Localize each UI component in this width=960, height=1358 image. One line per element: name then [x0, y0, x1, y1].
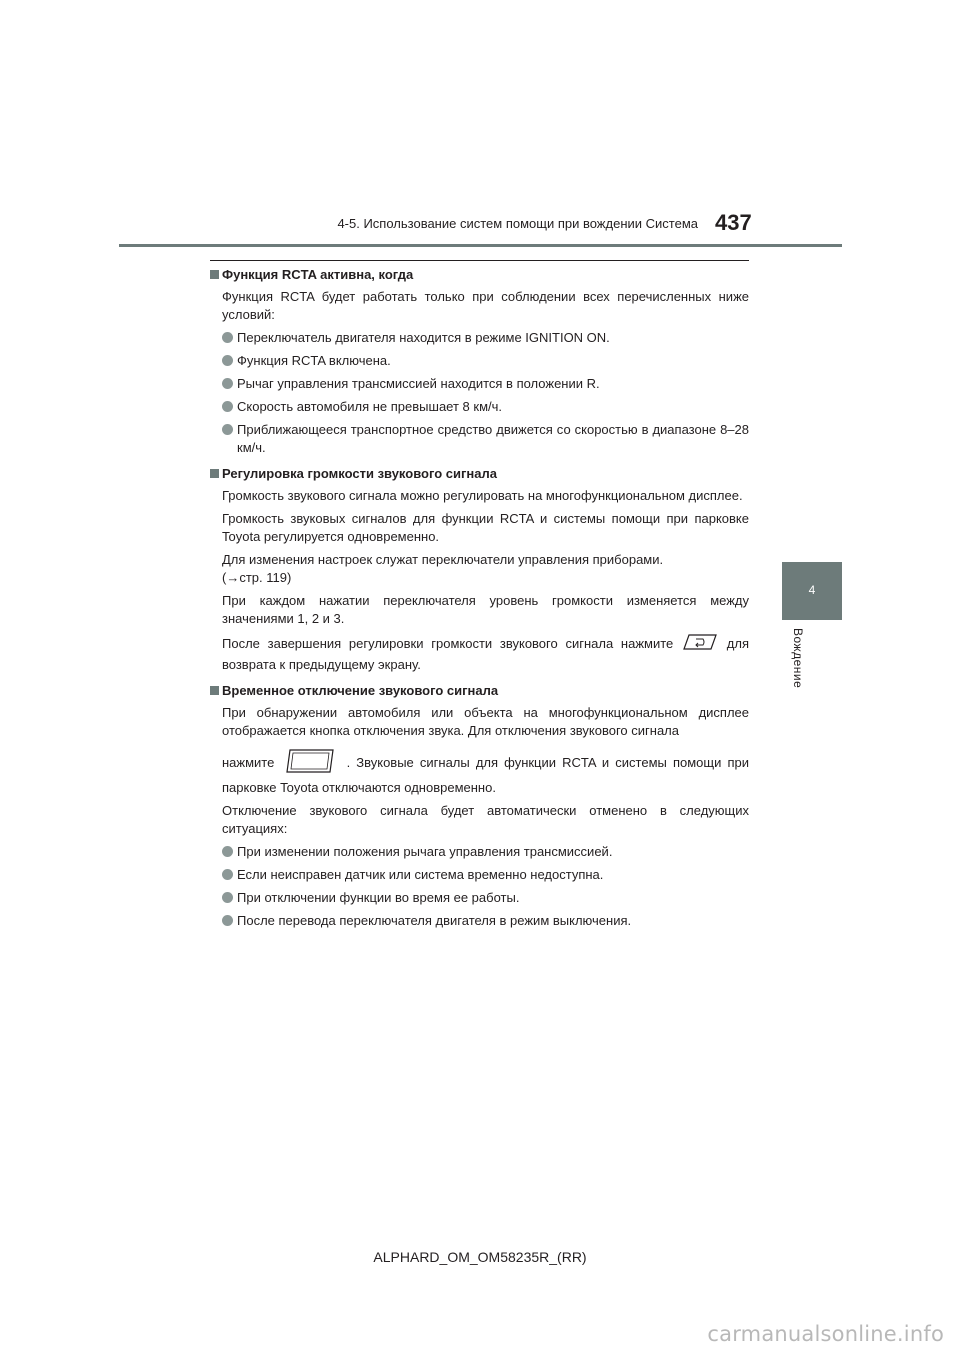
list-item: Функция RCTA включена.	[222, 352, 749, 370]
paragraph: Функция RCTA будет работать только при соблюдении всех перечисленных ниже условий:	[222, 289, 749, 322]
heading-volume-adjust: Регулировка громкости звукового сигнала	[210, 465, 749, 483]
paragraph: нажмите . Звуковые сигналы для функции RCTA и системы помощи при парковке Toyota отключаются одновременно.	[222, 748, 749, 797]
bullet-icon	[222, 424, 233, 435]
back-button-icon	[681, 633, 719, 656]
bullet-icon	[222, 915, 233, 926]
list-item: Если неисправен датчик или система временно недоступна.	[222, 866, 749, 884]
list-item: Скорость автомобиля не превышает 8 км/ч.	[222, 398, 749, 416]
bullet-icon	[222, 892, 233, 903]
list-item: После перевода переключателя двигателя в режим выключения.	[222, 912, 749, 930]
paragraph: Громкость звукового сигнала можно регулировать на многофункциональном дисплее.	[222, 488, 743, 503]
main-content	[210, 266, 749, 935]
page-number: 437	[715, 210, 752, 235]
bullet-icon	[222, 869, 233, 880]
bullet-icon	[222, 355, 233, 366]
bullet-icon	[222, 378, 233, 389]
watermark: carmanualsonline.info	[707, 1322, 944, 1346]
chapter-label: Вождение	[791, 628, 805, 689]
paragraph: Для изменения настроек служат переключатели управления приборами. (→стр. 119)	[222, 552, 664, 585]
list-item: Переключатель двигателя находится в режиме IGNITION ON.	[222, 329, 749, 347]
header-rule	[119, 244, 842, 247]
bullet-icon	[222, 332, 233, 343]
mute-button-icon	[284, 748, 336, 779]
paragraph: При каждом нажатии переключателя уровень громкости изменяется между значениями 1, 2 и 3.	[222, 593, 749, 626]
list-item: При отключении функции во время ее работы.	[222, 889, 749, 907]
bullet-icon	[222, 846, 233, 857]
paragraph: Громкость звуковых сигналов для функции RCTA и системы помощи при парковке Toyota регулируется одновременно.	[222, 511, 749, 544]
document-code: ALPHARD_OM_OM58235R_(RR)	[373, 1249, 587, 1265]
heading-rcta-active: Функция RCTA активна, когда	[210, 266, 749, 284]
paragraph: После завершения регулировки громкости звукового сигнала нажмите для возврата к предыдущему экрану.	[222, 633, 749, 674]
list-item: Приближающееся транспортное средство движется со скоростью в диапазоне 8–28 км/ч.	[222, 421, 749, 457]
paragraph: Отключение звукового сигнала будет автоматически отменено в следующих ситуациях:	[222, 803, 749, 836]
chapter-tab: 4	[782, 562, 842, 620]
section-rule	[210, 260, 749, 261]
section-title: 4-5. Использование систем помощи при вождении Система	[337, 216, 698, 231]
list-item: Рычаг управления трансмиссией находится в положении R.	[222, 375, 749, 393]
paragraph: При обнаружении автомобиля или объекта на многофункциональном дисплее отображается кнопка отключения звука. Для отключения звукового сигнала	[222, 705, 749, 738]
heading-temporary-mute: Временное отключение звукового сигнала	[210, 682, 749, 700]
list-item: При изменении положения рычага управления трансмиссией.	[222, 843, 749, 861]
bullet-icon	[222, 401, 233, 412]
arrow-icon: →	[226, 570, 240, 585]
page-reference[interactable]: стр. 119	[239, 570, 287, 585]
